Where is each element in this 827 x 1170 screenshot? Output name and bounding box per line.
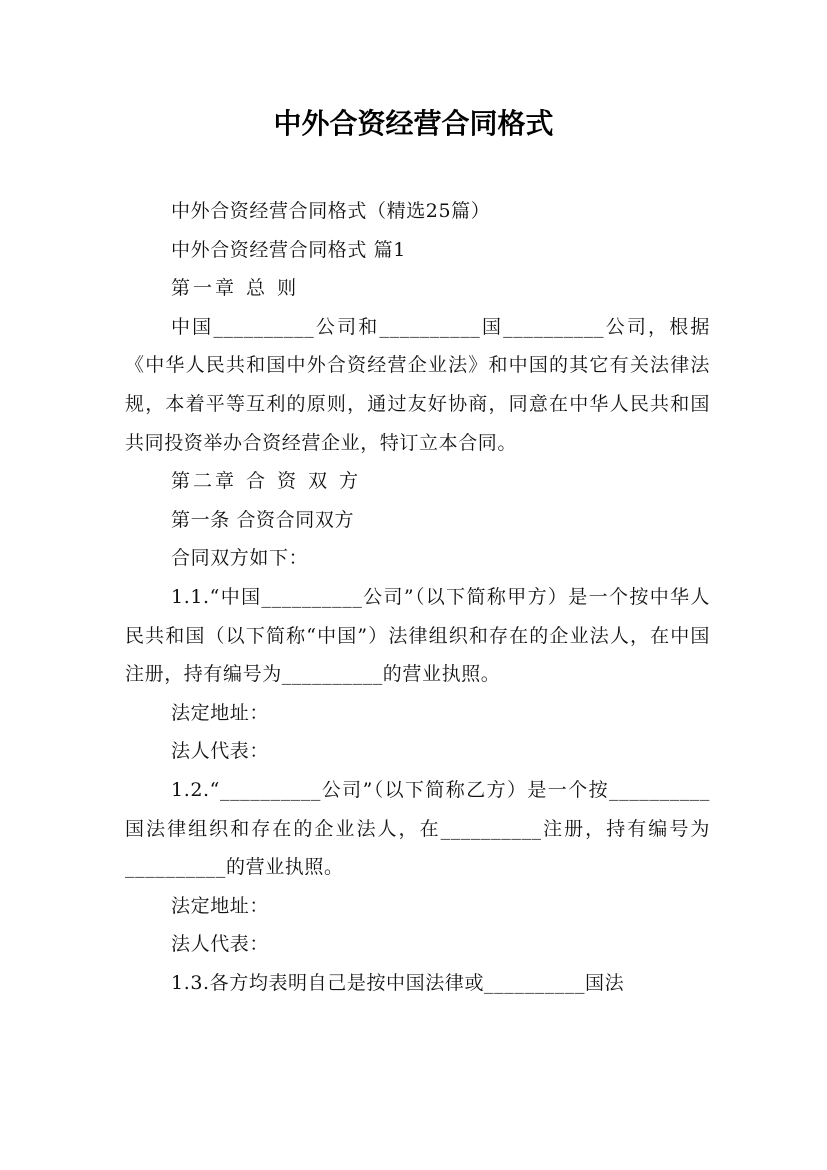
paragraph-parties-intro: 合同双方如下： xyxy=(171,547,309,570)
paragraph-section-heading: 中外合资经营合同格式 篇1 xyxy=(171,238,406,261)
chapter-heading-2: 第二章 合 资 双 方 xyxy=(171,470,362,493)
document-body xyxy=(125,192,710,1002)
paragraph-preamble: 中国__________公司和__________国__________公司，根据《中华人民共和国中外合资经营企业法》和中国的其它有关法律法规，本着平等互利的原则，通过友好协商，同意在中华人民共和国共同投资举办合资经营企业，特订立本合同。 xyxy=(125,315,710,454)
article-heading-1: 第一条 合资合同双方 xyxy=(171,508,355,531)
document-title: 中外合资经营合同格式 xyxy=(273,107,554,140)
paragraph-subtitle: 中外合资经营合同格式（精选25篇） xyxy=(171,200,491,222)
field-legal-rep-b: 法人代表： xyxy=(171,933,270,956)
field-legal-address-a: 法定地址： xyxy=(171,701,270,724)
field-legal-address-b: 法定地址： xyxy=(171,894,270,917)
chapter-heading-1: 第一章 总 则 xyxy=(171,277,300,300)
paragraph-clause-1-3: 1.3.各方均表明自己是按中国法律或__________国法 xyxy=(171,971,625,994)
paragraph-party-b: 1.2.“__________公司”（以下简称乙方）是一个按__________国法律组织和存在的企业法人，在__________注册，持有编号为__________的营业执照。 xyxy=(125,778,710,879)
field-legal-rep-a: 法人代表： xyxy=(171,740,270,763)
paragraph-party-a: 1.1.“中国__________公司”（以下简称甲方）是一个按中华人民共和国（以下简称“中国”）法律组织和存在的企业法人，在中国注册，持有编号为__________的营业执照。 xyxy=(125,585,710,686)
